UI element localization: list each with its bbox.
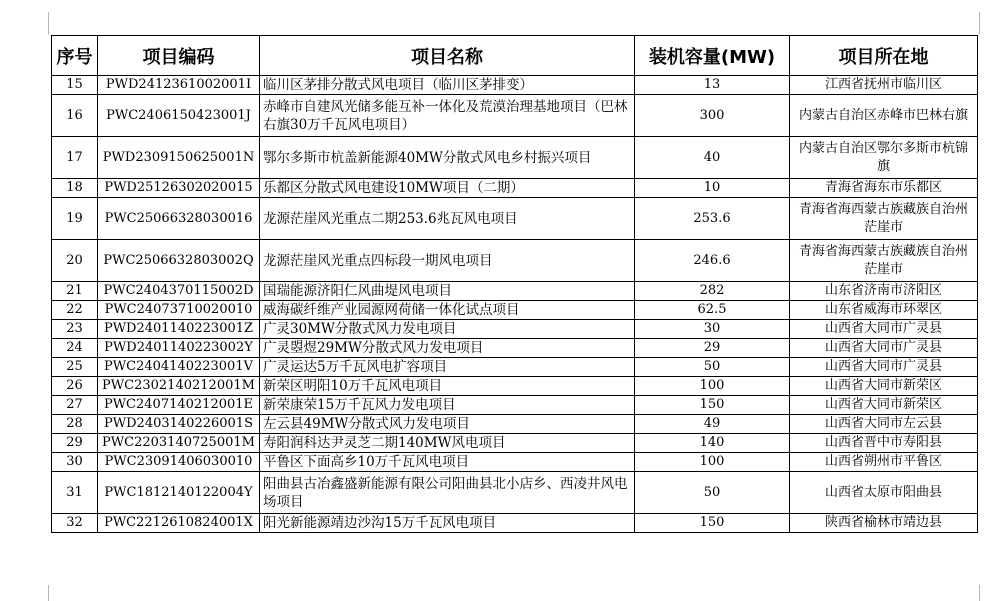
cell-code: PWD2309150625001N — [98, 137, 260, 179]
cell-location: 陕西省榆林市靖边县 — [790, 514, 978, 533]
cell-capacity: 49 — [635, 415, 790, 434]
cell-capacity: 150 — [635, 396, 790, 415]
cell-no: 31 — [52, 472, 98, 514]
cell-name: 国瑞能源济阳仁风曲堤风电项目 — [260, 282, 635, 301]
cell-name: 新荣区明阳10万千瓦风电项目 — [260, 377, 635, 396]
cell-code: PWC2302140212001M — [98, 377, 260, 396]
cell-code: PWD2401140223001Z — [98, 320, 260, 339]
table-header-row — [52, 36, 978, 76]
table-row — [52, 358, 978, 377]
table-row — [52, 396, 978, 415]
cell-name: 阳曲县古冶鑫盛新能源有限公司阳曲县北小店乡、西凌井风电场项目 — [260, 472, 635, 514]
cell-capacity: 100 — [635, 453, 790, 472]
cell-name: 龙源茫崖风光重点二期253.6兆瓦风电项目 — [260, 198, 635, 240]
cell-capacity: 50 — [635, 472, 790, 514]
cell-location: 江西省抚州市临川区 — [790, 76, 978, 95]
table-row — [52, 240, 978, 282]
header-capacity: 装机容量(MW) — [635, 36, 790, 76]
cell-no: 19 — [52, 198, 98, 240]
cell-location: 山东省济南市济阳区 — [790, 282, 978, 301]
cell-capacity: 300 — [635, 95, 790, 137]
cell-code: PWC23091406030010 — [98, 453, 260, 472]
cell-code: PWC24073710020010 — [98, 301, 260, 320]
cell-code: PWC2404140223001V — [98, 358, 260, 377]
cell-name: 广灵30MW分散式风力发电项目 — [260, 320, 635, 339]
cell-location: 内蒙古自治区赤峰市巴林右旗 — [790, 95, 978, 137]
cell-no: 22 — [52, 301, 98, 320]
cell-capacity: 40 — [635, 137, 790, 179]
cell-capacity: 140 — [635, 434, 790, 453]
page-corner-marker-bottom-right — [979, 585, 980, 601]
table-row — [52, 415, 978, 434]
cell-location: 山西省大同市左云县 — [790, 415, 978, 434]
cell-capacity: 10 — [635, 179, 790, 198]
table-row — [52, 198, 978, 240]
project-table — [51, 35, 978, 533]
table-row — [52, 179, 978, 198]
table-row — [52, 339, 978, 358]
cell-location: 青海省海西蒙古族藏族自治州茫崖市 — [790, 198, 978, 240]
cell-location: 内蒙古自治区鄂尔多斯市杭锦旗 — [790, 137, 978, 179]
cell-code: PWC1812140122004Y — [98, 472, 260, 514]
table-row — [52, 95, 978, 137]
cell-location: 山西省太原市阳曲县 — [790, 472, 978, 514]
cell-name: 鄂尔多斯市杭盖新能源40MW分散式风电乡村振兴项目 — [260, 137, 635, 179]
cell-no: 16 — [52, 95, 98, 137]
cell-location: 青海省海东市乐都区 — [790, 179, 978, 198]
cell-location: 山西省大同市新荣区 — [790, 396, 978, 415]
cell-name: 左云县49MW分散式风力发电项目 — [260, 415, 635, 434]
cell-no: 17 — [52, 137, 98, 179]
cell-location: 山西省大同市广灵县 — [790, 358, 978, 377]
cell-capacity: 13 — [635, 76, 790, 95]
cell-name: 广灵曌煜29MW分散式风力发电项目 — [260, 339, 635, 358]
cell-no: 21 — [52, 282, 98, 301]
cell-no: 18 — [52, 179, 98, 198]
table-row — [52, 434, 978, 453]
table-row — [52, 514, 978, 533]
cell-code: PWC2406150423001J — [98, 95, 260, 137]
header-name: 项目名称 — [260, 36, 635, 76]
cell-code: PWC2404370115002D — [98, 282, 260, 301]
table-row — [52, 301, 978, 320]
cell-code: PWD25126302020015 — [98, 179, 260, 198]
cell-no: 29 — [52, 434, 98, 453]
table-body — [52, 76, 978, 533]
cell-name: 寿阳润科达尹灵芝二期140MW风电项目 — [260, 434, 635, 453]
header-location: 项目所在地 — [790, 36, 978, 76]
cell-capacity: 62.5 — [635, 301, 790, 320]
table-row — [52, 282, 978, 301]
cell-location: 山西省大同市广灵县 — [790, 320, 978, 339]
page-corner-marker-bottom-left — [48, 585, 49, 601]
cell-no: 28 — [52, 415, 98, 434]
cell-name: 新荣康荣15万千瓦风力发电项目 — [260, 396, 635, 415]
cell-no: 30 — [52, 453, 98, 472]
cell-code: PWC25066328030016 — [98, 198, 260, 240]
header-no: 序号 — [52, 36, 98, 76]
cell-no: 32 — [52, 514, 98, 533]
cell-no: 15 — [52, 76, 98, 95]
table-row — [52, 472, 978, 514]
cell-name: 龙源茫崖风光重点四标段一期风电项目 — [260, 240, 635, 282]
table-row — [52, 137, 978, 179]
page-corner-marker-top-right — [979, 12, 980, 34]
cell-capacity: 50 — [635, 358, 790, 377]
cell-no: 26 — [52, 377, 98, 396]
cell-location: 青海省海西蒙古族藏族自治州茫崖市 — [790, 240, 978, 282]
cell-location: 山西省朔州市平鲁区 — [790, 453, 978, 472]
header-code: 项目编码 — [98, 36, 260, 76]
cell-code: PWC2407140212001E — [98, 396, 260, 415]
cell-no: 23 — [52, 320, 98, 339]
cell-name: 广灵运达5万千瓦风电扩容项目 — [260, 358, 635, 377]
cell-capacity: 282 — [635, 282, 790, 301]
cell-code: PWC2212610824001X — [98, 514, 260, 533]
cell-capacity: 29 — [635, 339, 790, 358]
cell-name: 阳光新能源靖边沙沟15万千瓦风电项目 — [260, 514, 635, 533]
cell-capacity: 150 — [635, 514, 790, 533]
table-row — [52, 320, 978, 339]
cell-name: 威海碳纤维产业园源网荷储一体化试点项目 — [260, 301, 635, 320]
cell-code: PWC2203140725001M — [98, 434, 260, 453]
cell-no: 25 — [52, 358, 98, 377]
table-row — [52, 76, 978, 95]
cell-name: 赤峰市自建风光储多能互补一体化及荒漠治理基地项目（巴林右旗30万千瓦风电项目） — [260, 95, 635, 137]
cell-no: 27 — [52, 396, 98, 415]
table-row — [52, 453, 978, 472]
cell-location: 山西省晋中市寿阳县 — [790, 434, 978, 453]
cell-code: PWC2506632803002Q — [98, 240, 260, 282]
cell-no: 20 — [52, 240, 98, 282]
cell-location: 山西省大同市新荣区 — [790, 377, 978, 396]
cell-no: 24 — [52, 339, 98, 358]
cell-code: PWD2412361002001I — [98, 76, 260, 95]
cell-location: 山东省威海市环翠区 — [790, 301, 978, 320]
cell-name: 平鲁区下面高乡10万千瓦风电项目 — [260, 453, 635, 472]
cell-capacity: 253.6 — [635, 198, 790, 240]
table-row — [52, 377, 978, 396]
page-corner-marker-top-left — [48, 12, 49, 34]
cell-code: PWD2401140223002Y — [98, 339, 260, 358]
cell-location: 山西省大同市广灵县 — [790, 339, 978, 358]
cell-name: 乐都区分散式风电建设10MW项目（二期） — [260, 179, 635, 198]
cell-code: PWD2403140226001S — [98, 415, 260, 434]
cell-capacity: 30 — [635, 320, 790, 339]
cell-name: 临川区茅排分散式风电项目（临川区茅排变） — [260, 76, 635, 95]
cell-capacity: 246.6 — [635, 240, 790, 282]
cell-capacity: 100 — [635, 377, 790, 396]
